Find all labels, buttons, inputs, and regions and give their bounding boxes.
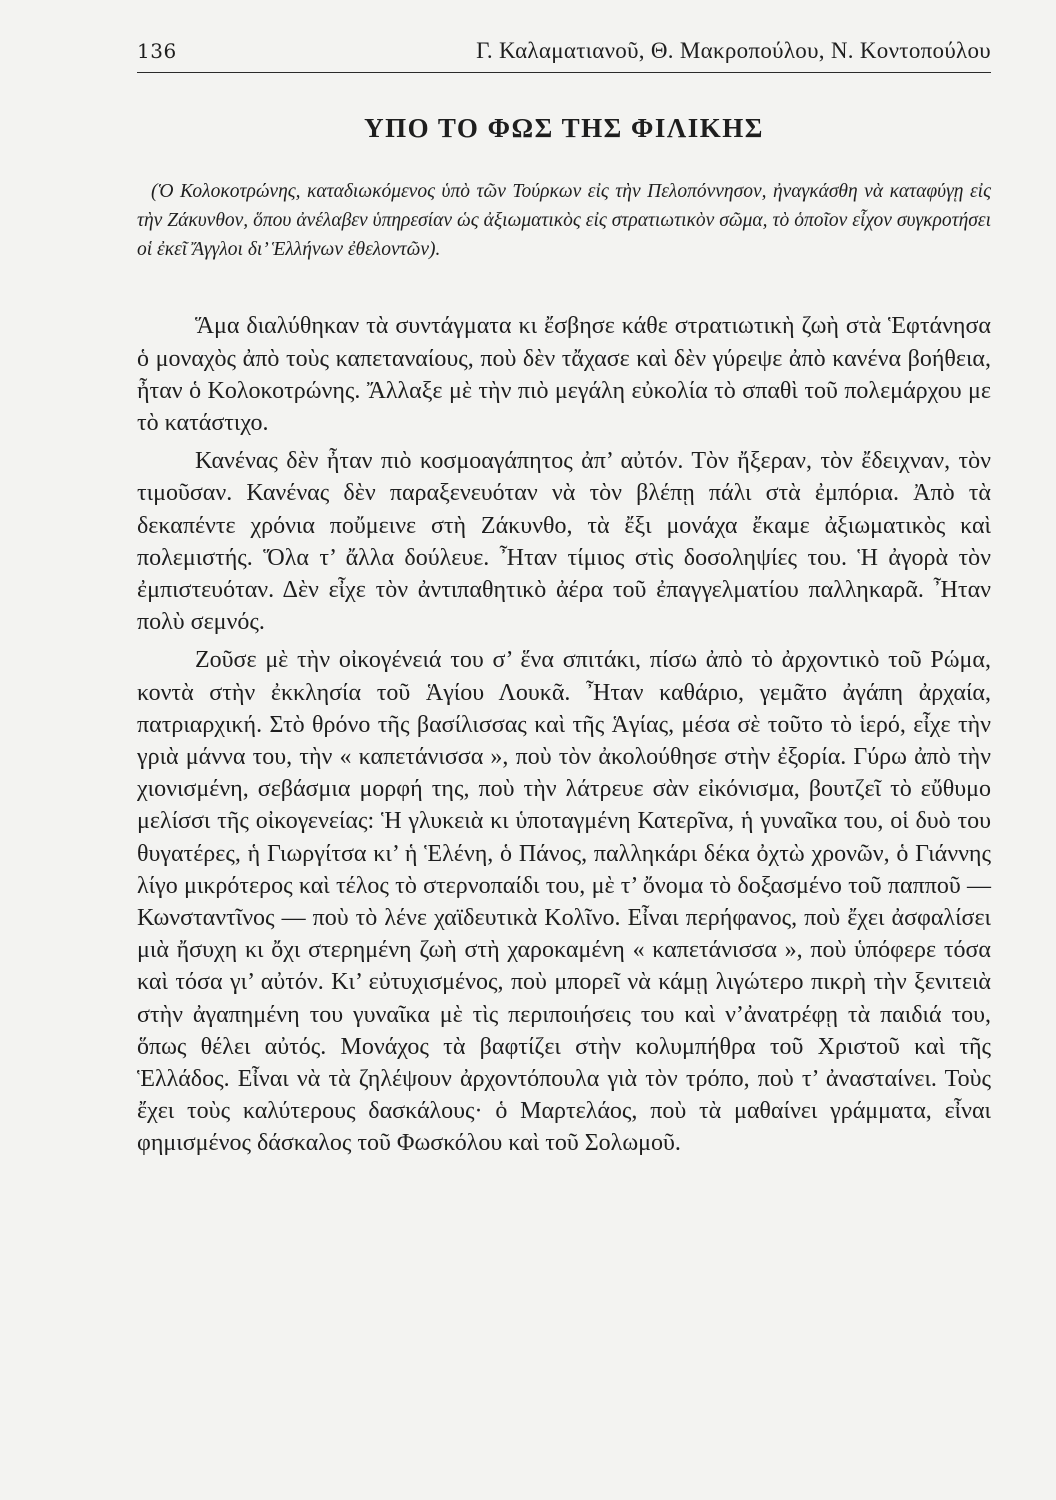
page-number: 136	[137, 39, 177, 63]
book-page	[137, 38, 991, 1166]
intro-note: (Ὁ Κολοκοτρώνης, καταδιωκόμενος ὑπὸ τῶν Τούρκων εἰς τὴν Πελοπόννησον, ἠναγκάσθη νὰ καταφύγῃ εἰς τὴν Ζάκυνθον, ὅπου ἀνέλαβεν ὑπηρεσίαν ὡς ἀξιωματικὸς εἰς στρατιωτικὸν σῶμα, τὸ ὁποῖον εἶχον συγκροτήσει οἱ ἐκεῖ Ἄγγλοι δι’ Ἑλλήνων ἐθελοντῶν).	[137, 181, 991, 260]
running-head	[137, 38, 991, 73]
body-paragraph-2: Κανένας δὲν ἦταν πιὸ κοσμοαγάπητος ἀπ’ αὐτόν. Τὸν ἤξεραν, τὸν ἔδειχναν, τὸν τιμοῦσαν. Κανένας δὲν παραξενευόταν νὰ τὸν βλέπῃ πάλι στὰ ἐμπόρια. Ἀπὸ τὰ δεκαπέντε χρόνια ποὔμεινε στὴ Ζάκυνθο, τὰ ἔξι μονάχα ἔκαμε ἀξιωματικὸς καὶ πολεμιστής. Ὅλα τ’ ἄλλα δούλευε. Ἦταν τίμιος στὶς δοσοληψίες του. Ἡ ἀγορὰ τὸν ἐμπιστευόταν. Δὲν εἶχε τὸν ἀντιπαθητικὸ ἀέρα τοῦ ἐπαγγελματίου παλληκαρᾶ. Ἦταν πολὺ σεμνός.	[137, 448, 991, 636]
body-paragraph-1: Ἅμα διαλύθηκαν τὰ συντάγματα κι ἔσβησε κάθε στρατιωτικὴ ζωὴ στὰ Ἑφτάνησα ὁ μοναχὸς ἀπὸ τοὺς καπεταναίους, ποὺ δὲν τἄχασε καὶ δὲν γύρεψε ἀπὸ κανένα βοήθεια, ἦταν ὁ Κολοκοτρώνης. Ἄλλαξε μὲ τὴν πιὸ μεγάλη εὐκολία τὸ σπαθὶ τοῦ πολεμάρχου με τὸ κατάστιχο.	[137, 313, 991, 436]
body-paragraph-3: Ζοῦσε μὲ τὴν οἰκογένειά του σ’ ἕνα σπιτάκι, πίσω ἀπὸ τὸ ἀρχοντικὸ τοῦ Ρώμα, κοντὰ στὴν ἐκκλησία τοῦ Ἁγίου Λουκᾶ. Ἦταν καθάριο, γεμᾶτο ἀγάπη ἀρχαία, πατριαρχική. Στὸ θρόνο τῆς βασίλισσας καὶ τῆς Ἁγίας, μέσα σὲ τοῦτο τὸ ἱερό, εἶχε τὴν γριὰ μάννα του, τὴν « καπετάνισσα », ποὺ τὸν ἀκολούθησε στὴν ἐξορία. Γύρω ἀπὸ τὴν χιονισμένη, σεβάσμια μορφή της, ποὺ τὴν λάτρευε σὰν εἰκόνισμα, βουτζεῖ τὸ εὔθυμο μελίσσι τῆς οἰκογενείας: Ἡ γλυκειὰ κι ὑποταγμένη Κατερῖνα, ἡ γυναῖκα του, οἱ δυὸ του θυγατέρες, ἡ Γιωργίτσα κι’ ἡ Ἑλένη, ὁ Πάνος, παλληκάρι δέκα ὀχτὼ χρονῶν, ὁ Γιάννης λίγο μικρότερος καὶ τέλος τὸ στερνοπαίδι του, μὲ τ’ ὄνομα τὸ δοξασμένο τοῦ παπποῦ — Κωνσταντῖνος — ποὺ τὸ λένε χαϊδευτικὰ Κολῖνο. Εἶναι περήφανος, ποὺ ἔχει ἀσφαλίσει μιὰ ἤσυχη κι ὄχι στερημένη ζωὴ στὴ χαροκαμένη « καπετάνισσα », ποὺ ὑπόφερε τόσα καὶ τόσα γι’ αὐτόν. Κι’ εὐτυχισμένος, ποὺ μπορεῖ νὰ κάμῃ λιγώτερο πικρὴ τὴν ξενιτειὰ στὴν ἀγαπημένη του γυναῖκα μὲ τὶς περιποιήσεις του καὶ ν’ἀνατρέφῃ τὰ παιδιά του, ὅπως θέλει αὐτός. Μονάχος τὰ βαφτίζει στὴν κολυμπήθρα τοῦ Χριστοῦ καὶ τῆς Ἑλλάδος. Εἶναι νὰ τὰ ζηλέψουν ἀρχοντόπουλα γιὰ τὸν τρόπο, ποὺ τ’ ἀνασταίνει. Τοὺς ἔχει τοὺς καλύτερους δασκάλους· ὁ Μαρτελάος, ποὺ τὰ μαθαίνει γράμματα, εἶναι φημισμένος δάσκαλος τοῦ Φωσκόλου καὶ τοῦ Σολωμοῦ.	[137, 647, 991, 1157]
running-head-authors: Γ. Καλαματιανοῦ, Θ. Μακροπούλου, Ν. Κοντοπούλου	[476, 38, 991, 63]
chapter-title: ΥΠΟ ΤΟ ΦΩΣ ΤΗΣ ΦΙΛΙΚΗΣ	[364, 113, 764, 143]
